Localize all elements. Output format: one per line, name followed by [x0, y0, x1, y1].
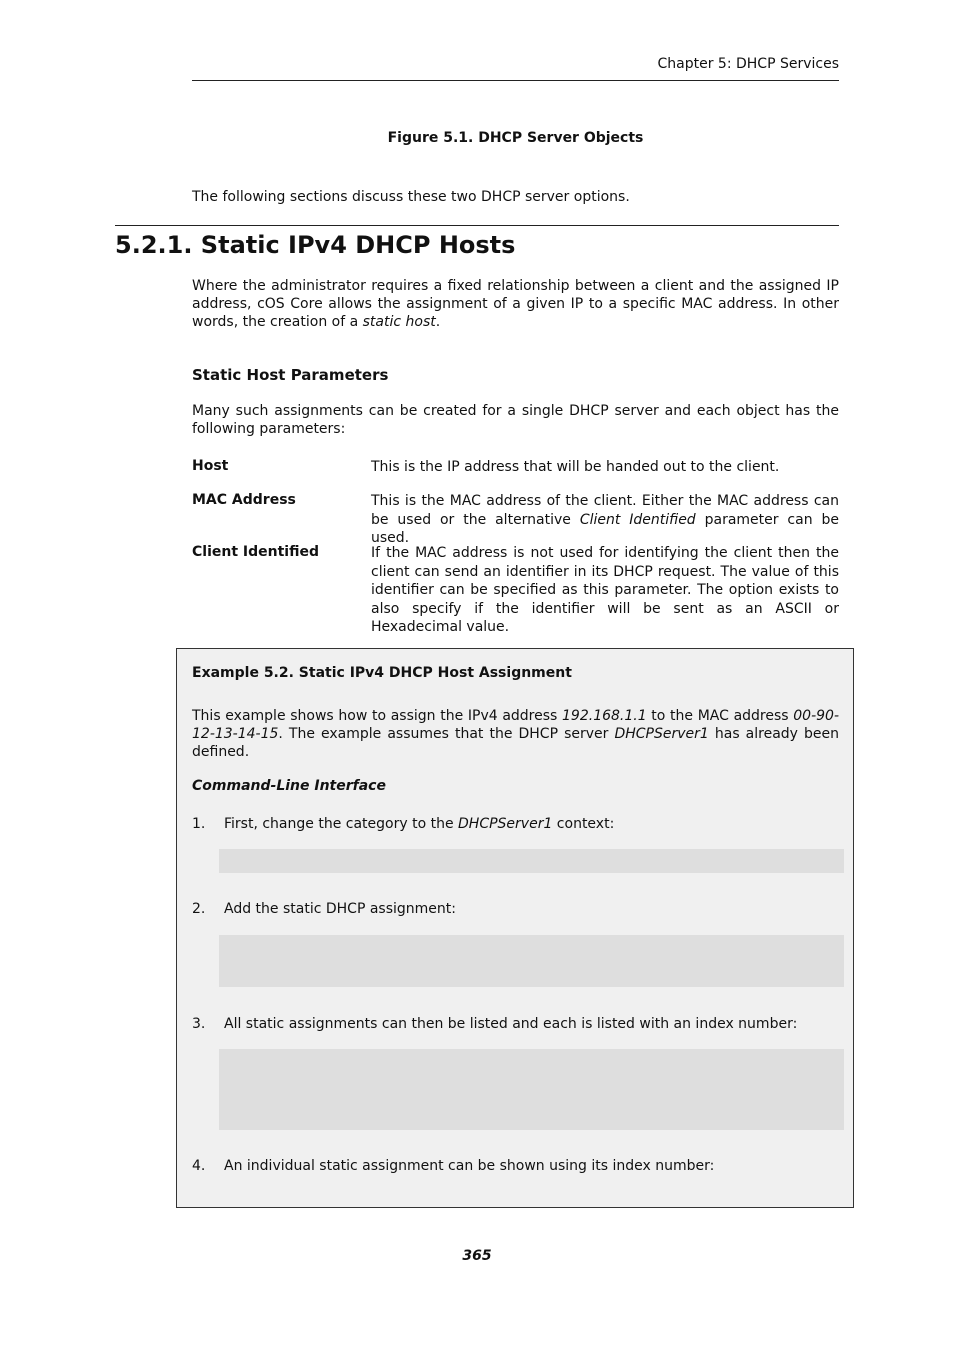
example-desc-mac: 00-90-12-13-14-15 [192, 708, 839, 742]
header-divider [192, 80, 839, 81]
code-block-1 [219, 849, 844, 873]
param-def-mac-emphasis: Client Identified [579, 511, 696, 528]
section-paragraph [192, 277, 839, 331]
subheading-static-host-parameters: Static Host Parameters [192, 366, 389, 384]
code-block-3 [219, 1049, 844, 1130]
example-description [192, 707, 839, 761]
param-term-host: Host [192, 458, 229, 474]
param-term-mac-address: MAC Address [192, 492, 296, 508]
example-desc-part4: has already been defined. [192, 726, 839, 760]
section-divider [115, 225, 839, 226]
page-number: 365 [462, 1248, 492, 1264]
running-header: Chapter 5: DHCP Services [657, 56, 839, 72]
example-desc-ip: 192.168.1.1 [562, 708, 647, 724]
step-number-3: 3. [192, 1016, 206, 1032]
step-1-end: context: [552, 816, 615, 832]
param-def-client-text: If the MAC address is not used for identifying the client then the client can send an identifier in its DHCP request. The value of this identifier can be specified as this parameter. The option exists to also specify if the identifier will be sent as an ASCII or Hexadecimal value. [371, 545, 839, 635]
step-number-1: 1. [192, 816, 206, 832]
example-desc-server: DHCPServer1 [614, 726, 709, 742]
step-text-4: An individual static assignment can be shown using its index number: [224, 1158, 715, 1174]
figure-caption: Figure 5.1. DHCP Server Objects [387, 130, 644, 146]
step-text-2: Add the static DHCP assignment: [224, 901, 456, 917]
section-paragraph-emphasis: static host [362, 314, 436, 330]
example-title: Example 5.2. Static IPv4 DHCP Host Assignment [192, 665, 572, 681]
step-number-4: 4. [192, 1158, 206, 1174]
param-def-host [371, 458, 839, 477]
code-block-2 [219, 935, 844, 987]
param-def-host-text: This is the IP address that will be handed out to the client. [371, 459, 780, 475]
example-subheading-cli: Command-Line Interface [192, 778, 386, 794]
step-1-text: First, change the category to the [224, 816, 459, 832]
step-1-emphasis: DHCPServer1 [458, 816, 553, 832]
section-paragraph-end: . [435, 314, 441, 330]
section-paragraph-text: Where the administrator requires a fixed relationship between a client and the assigned IP address, cOS Core allows the assignment of a given IP to a specific MAC address. In other words, the creation of a [192, 278, 839, 330]
params-intro: Many such assignments can be created for a single DHCP server and each object has the following parameters: [192, 403, 839, 437]
param-def-mac-text: This is the MAC address of the client. Either the MAC address can be used or the alternative [371, 493, 839, 528]
step-text-3: All static assignments can then be listed and each is listed with an index number: [224, 1016, 798, 1032]
example-desc-part3: . The example assumes that the DHCP server [278, 726, 615, 742]
param-def-client-identified [371, 544, 839, 637]
param-def-mac-address [371, 492, 839, 548]
example-desc-part1: This example shows how to assign the IPv4 address [192, 708, 563, 724]
param-def-mac-end: parameter can be used. [371, 511, 839, 546]
example-desc-part2: to the MAC address [646, 708, 794, 724]
section-title: 5.2.1. Static IPv4 DHCP Hosts [115, 231, 516, 259]
step-number-2: 2. [192, 901, 206, 917]
param-term-client-identified: Client Identified [192, 544, 319, 560]
intro-paragraph: The following sections discuss these two DHCP server options. [192, 189, 630, 205]
step-text-1 [224, 816, 614, 832]
